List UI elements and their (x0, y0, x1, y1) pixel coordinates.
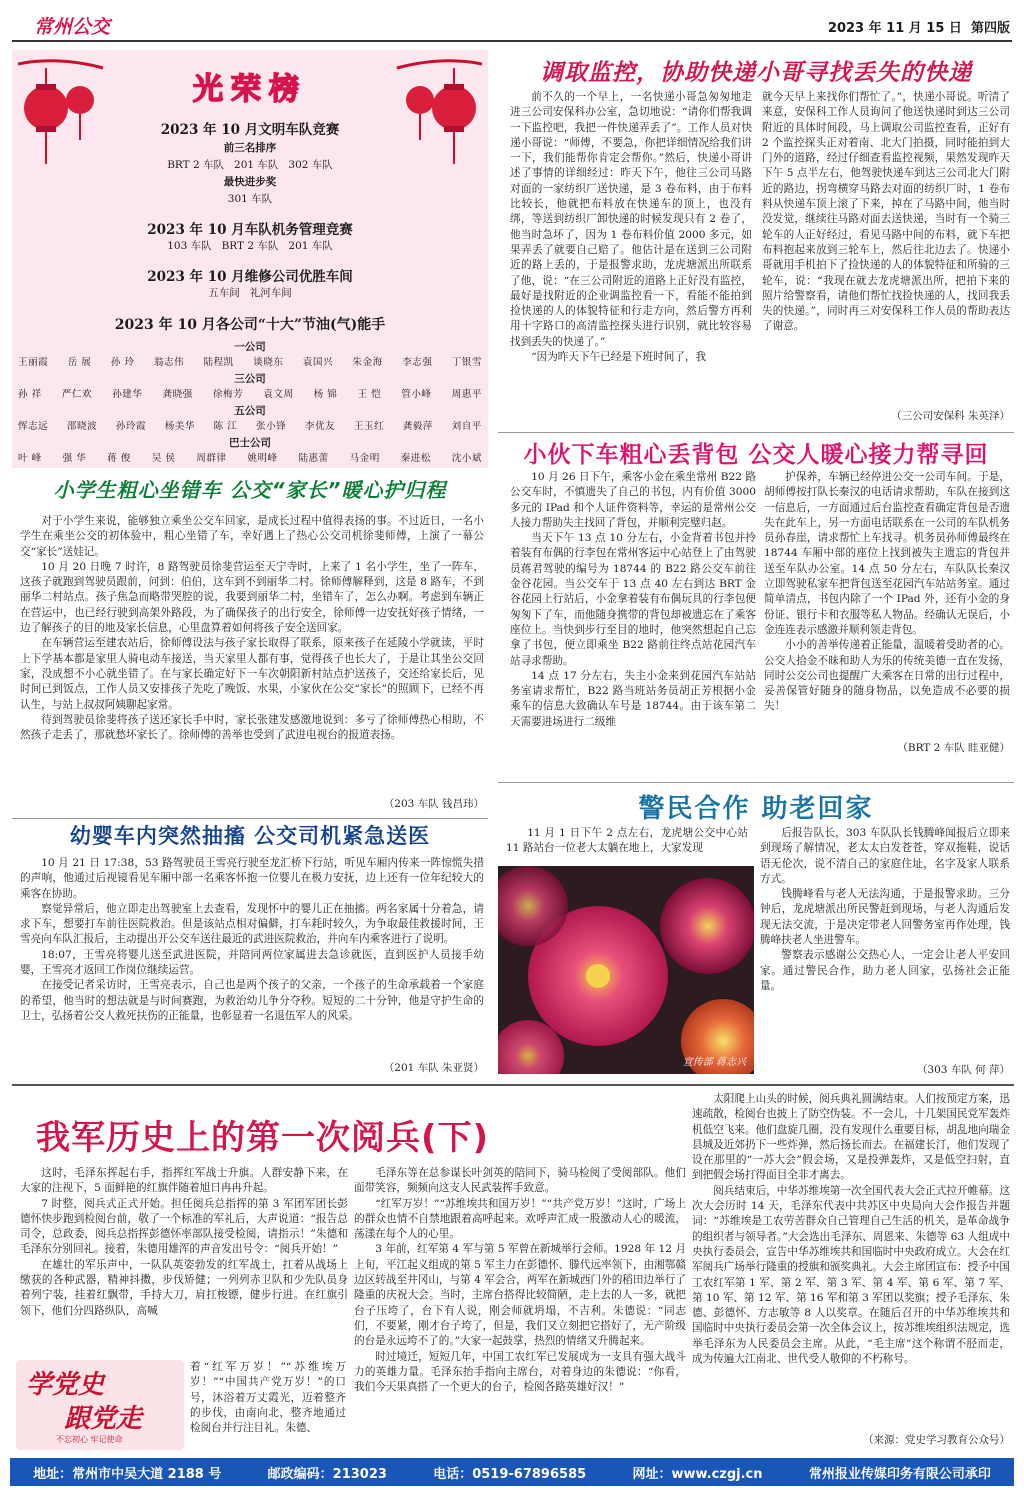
honor-s4-title: 2023 年 10 月各公司“十大”节油(气)能手 (114, 317, 386, 333)
honor-s1-sub2: 最快进步奖 (223, 176, 277, 188)
honor-person-name: 翁志伟 (153, 357, 185, 368)
article-police-paragraph: 警察表示感谢公交热心人，一定会让老人平安回家。通过警民合作，助力老人回家，弘扬社会正能量。 (760, 949, 1010, 992)
honor-s2-title: 2023 年 10 月车队机务管理竞赛 (147, 222, 353, 238)
honor-s1-title: 2023 年 10 月文明车队竞赛 (160, 122, 340, 138)
article-infant-paragraph: 察觉异常后，他立即走出驾驶室上去查看，发现怀中的婴儿正在抽搐。两名家属十分着急，请求下车，想要打车前往医院救治。但是该站点相对偏僻，打车耗时较久，为争取最佳救援时间，王雪亮向车队汇报后，主动提出开公交车送往最近的武进医院救治，并向车内乘客进行了说明。 (20, 902, 484, 946)
article-parade-paragraph: 时过境迁，短短几年，中国工农红军已发展成为一支具有强大战斗力的英雄力量。毛泽东抬手指向主席台，对着身边的朱德说：“你看，我们今天果真搭了一个更大的台子，检阅各路英雄好汉！” (354, 1350, 686, 1394)
article-courier-col2: 就今天早上来找你们帮忙了。”，快递小哥说。听清了来意，安保科工作人员询问了他送快递时到达三公司附近的具体时间段，马上调取公司监控查看，正好有 2 个监控探头正对着南、北大门拍摄，同时能拍到大门外的道路，经过仔细查看监控视频，果然发现昨天下午 5 点半左右，他驾驶快递车到达三公司北大门附近的路边，拐弯横穿马路去对面的纺织厂时，1 卷布料从快递车顶上滚了下来，掉在了马路中间，他当时没发觉，继续往马路对面去送快递，当时有一个骑三轮车的人正好经过，看见马路中间的布料，就下车把布料抱起来放到三轮车上，然后往北边去了。快递小哥就用手机拍下了捡快递的人的体貌特征和所骑的三轮车，说：“我现在就去龙虎塘派出所，把拍下来的照片给警察看，请他们帮忙找捡快递的人，找回我丢失的快递。”，同时再三对安保科工作人员的帮助表达了谢意。 (762, 91, 1010, 333)
honor-person-name: 徐梅芳 (212, 389, 244, 400)
honor-person-name: 朱金海 (352, 357, 383, 368)
honor-g5: 五公司 (234, 405, 266, 417)
divider (12, 1084, 1014, 1086)
article-police (498, 784, 1014, 1082)
honor-person-name: 邵晓波 (66, 421, 98, 432)
divider (498, 432, 1014, 433)
badge-line2: 跟党走 (64, 1404, 143, 1434)
honor-person-name: 陆惠蕾 (298, 453, 329, 464)
article-courier-signature: （三公司安保科 朱英泽） (891, 410, 1010, 422)
article-parade-title: 我军历史上的第一次阅兵(下) (36, 1118, 490, 1158)
article-parade-signature: （来源：党史学习教育公众号） (863, 1434, 1010, 1446)
honor-g3: 三公司 (234, 373, 266, 385)
page-number: 第四版 (970, 21, 1010, 36)
honor-person-name: 沈小斌 (451, 453, 482, 464)
honor-person-name: 李优友 (304, 421, 336, 432)
honor-person-name: 严仁欢 (61, 389, 93, 400)
article-police-signature: （303 车队 何 萍） (916, 1064, 1010, 1076)
honor-g3-names (12, 386, 488, 400)
article-police-paragraph: 后报告队长，303 车队队长钱腾峰闻报后立即来到现场了解情况，老太太白发苍苍，穿双拖鞋，说话语无伦次，说不清自己的家庭住址，名字及家人联系方式。 (760, 827, 1010, 885)
honor-person-name: 陆程凯 (203, 357, 234, 368)
honor-person-name: 刘自平 (451, 421, 482, 432)
article-infant-paragraph: 10 月 21 日 17:38，53 路驾驶员王雪亮行驶至龙汇桥下行站，听见车厢内传来一阵惊慌失措的声响，他通过后视镜看见车厢中部一名乘客怀抱一位婴儿在极力安抚，边上还有一位年纪较大的乘客在协助。 (20, 857, 484, 900)
honor-s1-line1: BRT 2 车队 201 车队 302 车队 (167, 159, 333, 171)
article-parade-paragraph: “红军万岁！”“苏维埃共和国万岁！”“共产党万岁！”这时，广场上的群众也情不自禁地跟着高呼起来。欢呼声汇成一股激动人心的暖流，荡漾在每个人的心里。 (354, 1197, 686, 1241)
article-pupil-paragraph: 待到驾驶员徐斐将孩子送还家长手中时，家长张建发感激地说到：多亏了徐师傅热心相助，不然孩子走丢了，那就愁坏家长了。徐师傅的善举也受到了武进电视台的报道表扬。 (20, 713, 484, 742)
article-backpack-paragraph: 护保养，车辆已经停进公交一公司车间。于是，胡师傅按打队长秦汉的电话请求帮助，车队在接到这一信息后，一方面通过后台监控查看确定背包是否遗失在此车上，另一方面电话联系在一公司的车队机务员孙春崖，请求帮忙上车找寻。机务员孙师傅最终在 18744 车厢中部的座位上找到被失主遗忘的背包并送至车队办公室。14 点 50 分左右，车队队长秦汉立即驾驶私家车把背包送至花园汽车站站务室。通过简单清点，书包内除了一个 IPad 外，还有小金的身份证、银行卡和衣服等私人物品。经确认无误后，小金连连表示感激并顺利领走背包。 (764, 471, 1010, 636)
honor-s3-title: 2023 年 10 月维修公司优胜车间 (147, 269, 353, 285)
honor-person-name: 吴 侯 (151, 453, 176, 464)
badge-line1: 学党史 (26, 1370, 105, 1400)
honor-person-name: 强 华 (62, 453, 87, 464)
honor-person-name: 姚明峰 (247, 453, 278, 464)
honor-person-name: 恽志远 (18, 421, 49, 432)
footer-address: 地址：常州市中吴大道 2188 号 (33, 1466, 222, 1482)
party-history-badge (16, 1360, 184, 1450)
article-backpack-paragraph: 小小的善举传递着正能量，温暖着受助者的心。公交人拾金不昧和助人为乐的传统美德一直在发扬，同时公交公司也提醒广大乘客在日常的出行过程中，妥善保管好随身的随身物品，以免造成不必要的损失！ (764, 639, 1010, 713)
article-courier-col1-end: “因为昨天下午已经是下班时间了，我 (531, 351, 707, 364)
flower-photo (498, 866, 754, 1074)
honor-person-name: 王丽霞 (18, 357, 49, 368)
article-police-paragraph: 钱腾峰看与老人无法沟通，于是报警求助。三分钟后，龙虎塘派出所民警赶到现场，与老人沟通后发现无法交流，于是决定带老人回警务室再作处理，钱腾峰扶老人坐进警车。 (760, 888, 1010, 947)
honor-person-name: 李志强 (402, 357, 433, 368)
honor-s1-line2: 301 车队 (227, 193, 273, 205)
honor-g1: 一公司 (234, 341, 266, 353)
honor-person-name: 蒋 俊 (107, 453, 131, 464)
article-backpack-paragraph: 当天下午 13 点 10 分左右，小金背着书包并拎着装有布偶的行李包在常州客运中心站登上了由驾驶员蒋君驾驶的编号为 18744 的 B22 路公交车前往金谷花园。当公交车于 13 点 40 左右到达 BRT 金谷花园上行站后，小金拿着装有布偶玩具的行李包便匆匆下了车，而他随身携带的背包却被遗忘在了乘客座位上。当快到步行至目的地时，他突然想起自己忘拿了书包，便立即乘坐 B22 路前往终点站花园汽车站寻求帮助。 (510, 532, 756, 667)
honor-person-name: 袁国兴 (302, 357, 334, 368)
page-header (0, 0, 1024, 44)
honor-person-name: 孙建华 (112, 389, 143, 400)
honor-g5-names (12, 418, 488, 432)
date-text: 2023 年 11 月 15 日 (827, 21, 962, 36)
issue-date (828, 17, 1010, 36)
article-backpack-signature: （BRT 2 车队 眭亚健） (897, 742, 1010, 754)
honor-person-name: 张小锋 (256, 421, 287, 432)
article-parade-col1-tail: 着“红军万岁！”“苏维埃万岁！”“中国共产党万岁！”的口号，沐浴着万丈霞光，迈着整齐的步伐，由南向北，整齐地通过检阅台并行注目礼。朱德、 (190, 1361, 346, 1435)
article-pupil-signature: （203 车队 钱昌玮） (383, 798, 484, 810)
article-parade-paragraph: 毛泽东等在总参谋长叶剑英的陪同下，骑马检阅了受阅部队。他们面带笑容，频频向这支人民武装挥手致意。 (354, 1167, 686, 1195)
article-courier (498, 50, 1014, 432)
honor-s2-line: 103 车队 BRT 2 车队 201 车队 (167, 240, 333, 252)
honor-person-name: 叶 峰 (18, 453, 42, 464)
article-parade-paragraph: 这时，毛泽东挥起右手，指挥红军战士升旗。人群安静下来，在大家的注视下，5 面鲜艳的红旗伴随着旭日冉冉升起。 (20, 1167, 348, 1195)
article-pupil-title: 小学生粗心坐错车 公交“家长”暖心护归程 (53, 478, 447, 502)
article-backpack-paragraph: 10 月 26 日下午，乘客小金在乘坐常州 B22 路公交车时，不慎遗失了自己的书包，内有价值 3000 多元的 IPad 和个人证件资料等，幸运的是常州公交人接力帮助失主找回了背包，并顺利完璧归赵。 (510, 471, 756, 529)
badge-slogan: 不忘初心 牢记使命 (56, 1435, 123, 1444)
article-pupil-paragraph: 在车辆营运至建农站后，徐师傅设法与孩子家长取得了联系，原来孩子在延陵小学就读，平时上下学基本都是家里人骑电动车接送，当天家里人都有事，觉得孩子也长大了，于是让其坐公交回家，没成想不小心就坐错了。在与家长确定好下一车次朝阳新村站点护送孩子，交还给家长后，见时间已到饭点，工作人员又安排孩子先吃了晚饭、水果，小家伙在公交“家长”的照顾下，已经不再认生，与站上叔叔阿姨聊起家常。 (20, 637, 484, 711)
honor-person-name: 马金明 (349, 453, 380, 464)
honor-person-name: 谈晓东 (253, 357, 284, 368)
honor-board (12, 50, 488, 468)
article-pupil (12, 474, 488, 816)
honor-person-name: 孙 玲 (110, 357, 135, 368)
page-footer (10, 1458, 1014, 1486)
article-parade-paragraph: 太阳爬上山头的时候，阅兵典礼圆满结束。人们按预定方案，迅速疏散，检阅台也披上了防空伪装。不一会儿，十几架国民党军轰炸机低空飞来。他们盘旋几圈，没有发现什么重要目标，胡乱地向瑞金县城及近郊扔下一些炸弹，然后扬长而去。在福建长汀，他们发现了设在那里的“一苏大会”假会场，又是投弹轰炸，又是低空扫射，直到把假会场打得面目全非才离去。 (692, 1093, 1010, 1182)
article-parade-paragraph: 在雄壮的军乐声中，一队队英姿勃发的红军战士，扛着从战场上缴获的各种武器，精神抖擞，步伐矫健；一列列赤卫队和少先队员身着列宁装，挂着红飘带，手持大刀，肩扛梭镖，健步行进。在红旗引领下，他们分四路纵队，高喊 (20, 1258, 348, 1317)
honor-s3-line: 五车间 礼河车间 (208, 287, 292, 299)
article-infant (12, 820, 488, 1080)
article-backpack (498, 436, 1014, 760)
honor-person-name: 陈 江 (213, 421, 238, 432)
honor-person-name: 杨美华 (164, 421, 195, 432)
footer-phone: 电话：0519-67896585 (433, 1466, 587, 1482)
article-parade (12, 1088, 1014, 1454)
honor-person-name: 丁银雪 (451, 357, 482, 368)
article-backpack-paragraph: 14 点 17 分左右，失主小金来到花园汽车站站务室请求帮忙，B22 路当班站务员胡正芳根据小金乘车的信息大致确认车号是 18744。由于该车第二天需要进场进行二级维 (510, 669, 756, 728)
honor-person-name: 王 恺 (357, 389, 382, 400)
honor-person-name: 杨 锦 (313, 389, 338, 400)
photo-caption: 宣传部 蒋志兴 (682, 1057, 746, 1068)
article-backpack-title: 小伙下车粗心丢背包 公交人暖心接力帮寻回 (523, 442, 989, 468)
footer-printer: 常州报业传媒印务有限公司承印 (808, 1466, 991, 1482)
article-courier-col1: 前不久的一个早上，一名快递小哥急匆匆地走进三公司安保科办公室，急切地说：“请你们帮我调一下监控吧，我把一件快递弄丢了”。工作人员对快递小哥说：“师傅，不要急，你把详细情况给我们讲一下，我们能帮你肯定会帮你。”然后，快递小哥讲述了事情的详细经过：昨天下午，他往三公司马路对面的一家纺织厂送快递，是 3 卷布料，由于布料比较长，他就把布料放在快递车的顶上，也没有绑，等送到纺织厂卸快递的时候发现只有 2 卷了，他当时急坏了，因为 1 卷布料价值 2000 多元，如果弄丢了就要自己赔了。他估计是在送到三公司附近的路上丢的，于是报警求助，龙虎塘派出所联系了他，说：“在三公司附近的道路上正好没有监控，最好是找附近的企业调监控看一下，看能不能拍到捡快递的人的体貌特征和行走方向，然后警方再利用十字路口的高清监控探头进行识别，就比较容易找到丢失的快递了。” (510, 91, 752, 348)
honor-person-name: 孙玲霞 (115, 421, 147, 432)
footer-postcode: 邮政编码：213023 (267, 1466, 387, 1482)
chrysanthemum-image (498, 866, 754, 1074)
article-parade-paragraph: 7 时整，阅兵式正式开始。担任阅兵总指挥的第 3 军团军团长彭德怀快步跑到检阅台前，敬了一个标准的军礼后，大声说道：“报告总司令，总政委，阅兵总指挥彭德怀率部队接受检阅，请指示！”朱德和毛泽东分别回礼。接着，朱德用雄浑的声音发出号令：“阅兵开始！” (20, 1197, 348, 1256)
article-police-col1: 11 月 1 日下午 2 点左右，龙虎塘公交中心站 11 路站台一位老大太躺在地上，大家发现 (506, 827, 748, 855)
article-infant-paragraph: 在接受记者采访时，王雪亮表示，自己也是两个孩子的父亲，一个孩子的生命承载着一个家庭的希望，他当时的想法就是与时间赛跑，为救治幼儿争分夺秒。短短的二十分钟，他是守护生命的卫士，弘扬着公交人救死扶伤的正能量，也彰显着一名退伍军人的风采。 (20, 979, 484, 1022)
header-divider (12, 40, 1012, 42)
honor-person-name: 王玉红 (353, 421, 385, 432)
honor-person-name: 袁文周 (263, 389, 294, 400)
article-parade-paragraph: 3 年前，红军第 4 军与第 5 军曾在新城举行会师。1928 年 12 月上旬，平江起义组成的第 5 军主力在彭德怀、滕代远率领下，由湘鄂赣边区转战至井冈山，与第 4 军会合，两军在新城西门外的稻田边举行了隆重的庆祝大会。当时，主席台搭得比较简陋，走上去的人一多，就把台子压垮了，台下有人说，刚会师就坍塌，不吉利。朱德说：“同志们，不要紧，刚才台子垮了，但是，我们又立刻把它搭好了，无产阶级的台是永远垮不了的。”大家一起鼓掌，热烈的情绪又升腾起来。 (354, 1243, 686, 1348)
article-infant-signature: （201 车队 朱亚贤） (383, 1062, 484, 1074)
article-parade-paragraph: 阅兵结束后，中华苏维埃第一次全国代表大会正式拉开帷幕。这次大会历时 14 天，毛泽东代表中共苏区中央局向大会作报告并题词：“苏维埃是工农劳苦群众自己管理自己生活的机关，是革命战争的组织者与领导者。”大会选出毛泽东、周恩来、朱德等 63 人组成中央执行委员会，宣告中华苏维埃共和国临时中央政府成立。大会在红军阅兵广场举行隆重的授旗和颁奖典礼。大会主席团宣布：授予中国工农红军第 1 军、第 2 军、第 3 军、第 4 军、第 6 军、第 7 军、第 10 军、第 12 军、第 16 军和第 3 军团以奖旗；授予毛泽东、朱德、彭德怀、方志敏等 8 人以奖章。在随后召开的中华苏维埃共和国临时中央执行委员会第一次全体会议上，按苏维埃组织法规定，选举毛泽东为人民委员会主席。从此，“毛主席”这个称谓不胫而走，成为传遍大江南北、世代受人敬仰的不朽称号。 (692, 1184, 1010, 1366)
divider (498, 782, 1014, 783)
article-infant-paragraph: 18:07，王雪亮将婴儿送至武进医院，并陪同两位家属进去急诊就医，直到医护人员接手幼婴，王雪亮才返回工作岗位继续运营。 (20, 948, 484, 977)
honor-person-name: 岳 展 (67, 357, 92, 368)
article-courier-title: 调取监控，协助快递小哥寻找丢失的快递 (540, 60, 972, 86)
honor-person-name: 周群律 (196, 453, 227, 464)
honor-g1-names (12, 354, 488, 368)
honor-person-name: 管小峰 (401, 389, 432, 400)
article-infant-title: 幼婴车内突然抽搐 公交司机紧急送医 (69, 824, 431, 848)
article-police-title: 警民合作 助老回家 (638, 794, 874, 824)
footer-website[interactable]: 网址：www.czgj.cn (632, 1466, 763, 1482)
honor-person-name: 龚晓强 (162, 389, 193, 400)
honor-gb-names (12, 450, 488, 464)
divider (12, 818, 488, 819)
honor-person-name: 龚毅萍 (402, 421, 433, 432)
honor-person-name: 孙 祥 (18, 389, 42, 400)
honor-title: 光荣榜 (193, 72, 307, 107)
honor-person-name: 秦进松 (400, 453, 431, 464)
article-pupil-paragraph: 对于小学生来说，能够独立乘坐公交车回家，是成长过程中值得表扬的事。不过近日，一名小学生在乘坐公交的初体验中，粗心坐错了车，幸好遇上了热心公交司机徐斐师傅，上演了一幕公交“家长”送娃记。 (20, 515, 484, 558)
honor-person-name: 周惠平 (451, 389, 482, 400)
article-pupil-paragraph: 10 月 20 日晚 7 时许，8 路驾驶员徐斐营运至天宁寺时，上来了 1 名小学生，坐了一阵车，这孩子就跑到驾驶员跟前，问到：伯伯，这车到不到丽华二村。徐师傅解释到，这是 8 路车，不到丽华二村站点。孩子焦急而略带哭腔的说，我要到丽华二村，坐错车了，怎么办啊。考虑到车辆正在营运中，也已经行驶到高架外路段，为了确保孩子的出行安全，徐师傅一边安抚好孩子情绪，一边了解孩子的目的地及家长信息，心里盘算着如何将孩子安全送回家。 (20, 560, 484, 635)
honor-s1-sub1: 前三名排序 (223, 142, 277, 154)
paper-name: 常州公交 (34, 16, 111, 38)
honor-gb: 巴士公司 (229, 437, 271, 449)
